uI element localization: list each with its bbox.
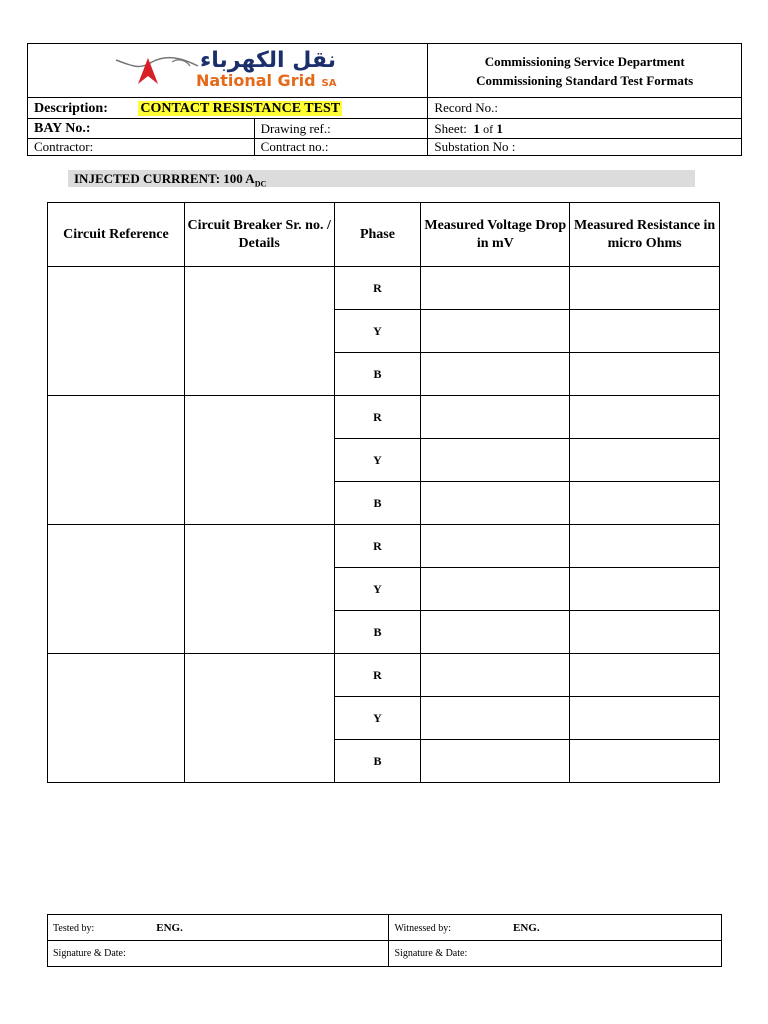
resistance-cell[interactable]: [570, 611, 720, 654]
voltage-drop-cell[interactable]: [421, 310, 570, 353]
phase-cell: B: [334, 611, 421, 654]
contractor-cell[interactable]: [28, 139, 255, 156]
logo-english-text: National Grid SA: [196, 71, 337, 90]
phase-cell: B: [334, 740, 421, 783]
logo-arabic-text: نقل الكهرباء: [200, 48, 336, 73]
breaker-details-cell[interactable]: [184, 525, 334, 654]
resistance-cell[interactable]: [570, 654, 720, 697]
col-breaker-details: Circuit Breaker Sr. no. / Details: [184, 203, 334, 267]
phase-cell: Y: [334, 310, 421, 353]
witnessed-signature-cell[interactable]: [389, 941, 722, 967]
voltage-drop-cell[interactable]: [421, 267, 570, 310]
phase-cell: R: [334, 267, 421, 310]
resistance-cell[interactable]: [570, 267, 720, 310]
drawing-label: Drawing ref.:: [260, 120, 331, 136]
injected-current-subscript: DC: [254, 179, 267, 189]
contract-cell[interactable]: [254, 139, 428, 156]
resistance-cell[interactable]: [570, 568, 720, 611]
phase-cell: R: [334, 654, 421, 697]
contract-label: Contract no.:: [260, 139, 329, 154]
col-voltage-drop: Measured Voltage Drop in mV: [421, 203, 570, 267]
voltage-drop-cell[interactable]: [421, 654, 570, 697]
circuit-reference-cell[interactable]: [48, 396, 185, 525]
sheet-current: 1: [473, 120, 480, 136]
witnessed-eng: ENG.: [513, 921, 540, 934]
bay-label: BAY No.:: [34, 121, 91, 136]
substation-label: Substation No :: [434, 139, 516, 154]
breaker-details-cell[interactable]: [184, 267, 334, 396]
table-row: [48, 525, 720, 568]
resistance-cell[interactable]: [570, 697, 720, 740]
voltage-drop-cell[interactable]: [421, 568, 570, 611]
table-header-row: [48, 203, 720, 267]
voltage-drop-cell[interactable]: [421, 611, 570, 654]
resistance-cell[interactable]: [570, 525, 720, 568]
logo-cell: [28, 44, 428, 98]
phase-cell: Y: [334, 439, 421, 482]
bay-cell[interactable]: [28, 119, 255, 139]
resistance-cell[interactable]: [570, 310, 720, 353]
department-title: Commissioning Service Department Commissioning Standard Test Formats: [428, 44, 742, 98]
voltage-drop-cell[interactable]: [421, 353, 570, 396]
resistance-cell[interactable]: [570, 439, 720, 482]
col-resistance: Measured Resistance in micro Ohms: [570, 203, 720, 267]
tested-eng: ENG.: [156, 921, 183, 934]
circuit-reference-cell[interactable]: [48, 267, 185, 396]
phase-cell: B: [334, 353, 421, 396]
sheet-cell: [428, 119, 742, 139]
record-label: Record No.:: [434, 100, 498, 115]
voltage-drop-cell[interactable]: [421, 439, 570, 482]
breaker-details-cell[interactable]: [184, 654, 334, 783]
witnessed-signature-label: Signature & Date:: [394, 948, 468, 959]
tested-by-label: Tested by:: [53, 922, 95, 934]
sheet-label: Sheet:: [434, 120, 467, 136]
circuit-reference-cell[interactable]: [48, 525, 185, 654]
witnessed-by-cell[interactable]: [389, 915, 722, 941]
resistance-cell[interactable]: [570, 353, 720, 396]
resistance-cell[interactable]: [570, 396, 720, 439]
description-label: Description:: [34, 100, 108, 116]
signature-table: [47, 914, 722, 967]
contractor-label: Contractor:: [34, 139, 94, 154]
voltage-drop-cell[interactable]: [421, 697, 570, 740]
sheet-of: of: [483, 121, 494, 136]
sheet-total: 1: [496, 120, 503, 136]
tested-by-cell[interactable]: [48, 915, 389, 941]
phase-cell: Y: [334, 697, 421, 740]
description-cell: [28, 98, 428, 119]
phase-cell: R: [334, 525, 421, 568]
resistance-cell[interactable]: [570, 482, 720, 525]
measurement-table: [47, 202, 720, 783]
phase-cell: B: [334, 482, 421, 525]
table-row: [48, 654, 720, 697]
phase-cell: R: [334, 396, 421, 439]
header-table: [27, 43, 742, 156]
table-row: [48, 267, 720, 310]
voltage-drop-cell[interactable]: [421, 740, 570, 783]
breaker-details-cell[interactable]: [184, 396, 334, 525]
circuit-reference-cell[interactable]: [48, 654, 185, 783]
drawing-cell[interactable]: [254, 119, 428, 139]
description-value: CONTACT RESISTANCE TEST: [140, 100, 341, 116]
substation-cell[interactable]: [428, 139, 742, 156]
voltage-drop-cell[interactable]: [421, 396, 570, 439]
resistance-cell[interactable]: [570, 740, 720, 783]
col-phase: Phase: [334, 203, 421, 267]
logo-mark-icon: [112, 52, 202, 92]
voltage-drop-cell[interactable]: [421, 482, 570, 525]
table-row: [48, 396, 720, 439]
phase-cell: Y: [334, 568, 421, 611]
injected-current-bar: [68, 170, 695, 187]
company-logo: [112, 48, 382, 92]
record-cell[interactable]: [428, 98, 742, 119]
col-circuit-reference: Circuit Reference: [48, 203, 185, 267]
injected-current-label: INJECTED CURRRENT: 100 A: [74, 171, 255, 186]
witnessed-by-label: Witnessed by:: [394, 922, 452, 934]
tested-signature-label: Signature & Date:: [53, 948, 126, 959]
tested-signature-cell[interactable]: [48, 941, 389, 967]
voltage-drop-cell[interactable]: [421, 525, 570, 568]
